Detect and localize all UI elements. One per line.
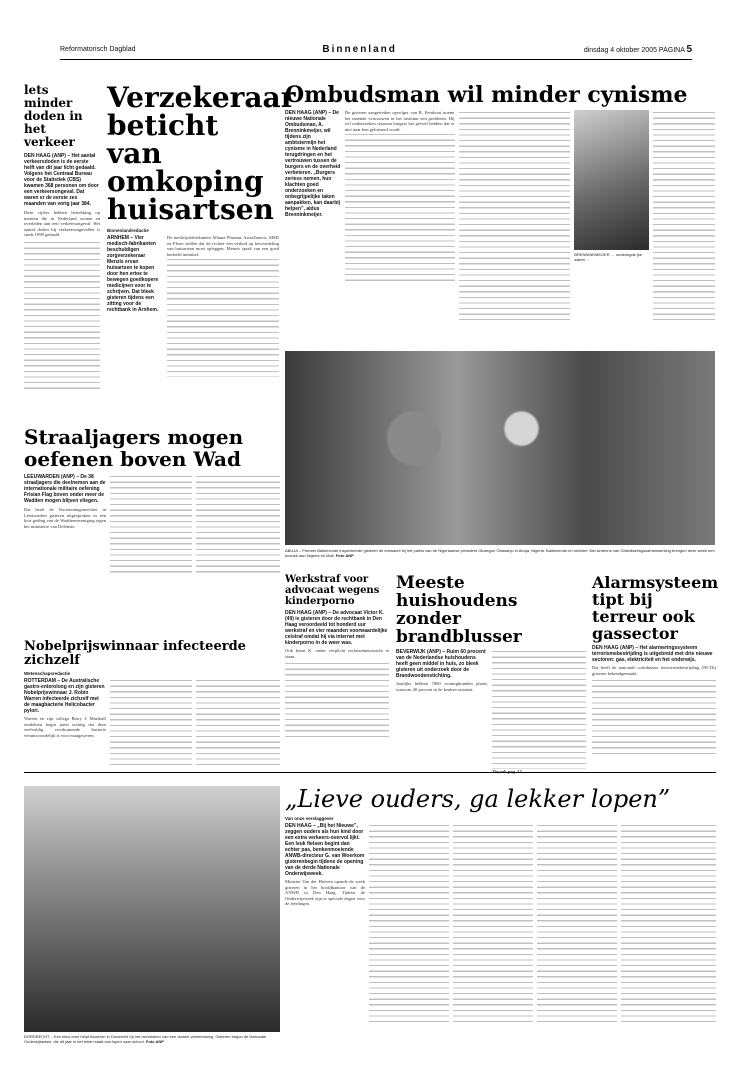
article-alarm-filler	[592, 678, 716, 758]
page-number: 5	[686, 44, 692, 55]
article-extinguisher	[396, 574, 586, 764]
article-extinguisher-body: Jaarlijks hebben 7000 woningbranden plaats, waarvan 40 procent in de keuken ontstaat.	[396, 681, 488, 692]
photo-abuja	[285, 351, 715, 545]
page-date: dinsdag 4 oktober 2005 PAGINA	[583, 47, 685, 54]
sidebar-body: Deze cijfers hebben betrekking op mensen die in Nederland wonen en overleden aan een verkeersongeval. Het aantal doden bij verkeersongevallen is sinds 1998 gedaald.	[24, 210, 100, 238]
article-ombudsman	[285, 84, 715, 346]
photo-abuja-caption	[285, 548, 715, 558]
photo-dordrecht-credit: Foto ANP	[145, 1039, 164, 1044]
article-jets-title: Straaljagers mogen oefenen boven Wad	[24, 425, 244, 471]
article-ombudsman-lead: DEN HAAG (ANP) – De nieuwe Nationale Ombudsman, A. Brenninkmeijer, wil tijdens zijn ambtstermijn het cynisme in Nederland terugdringen en het vertrouwen tussen de burgers en de overheid verbeteren. „Burgers zeriess nemen, hun klachten goed onderzoeken en onbegrijpelijke taken aanpakken, kan daarbij helpen”, aldus Brenninkmeijer.	[285, 110, 341, 218]
photo-abuja-credit: Foto ANP	[335, 553, 354, 558]
article-lawyer-title: Werkstraf voor advocaat wegens kinderporno	[285, 574, 380, 607]
photo-abuja-caption-text: ABUJA – Premier Balkenende inspecteerde gisteren de erewacht bij het paleis van de Nigeriaanse president Olusegun Obasanjo in Abuja, Nigeria. Balkenende en minister Van Ardenne van Ontwikkelingssamenwerking brengen deze week een bezoek aan Nigeria en Mali.	[285, 548, 715, 558]
ombudsman-portrait	[574, 110, 649, 250]
article-nobel-title: Nobelprijswinnaar infecteerde zichzelf	[24, 639, 246, 668]
article-lawyer-lead: DEN HAAG (ANP) – De advocaat Victor K. (49) is gisteren door de rechtbank in Den Haag veroordeeld tot honderd uur werkstraf en vier maanden voorwaardelijke celstraf omdat hij via internet met kinderporno in de weer was.	[285, 610, 388, 646]
article-ombudsman-body: De gisteren aangetreden opvolger van R. Fernhout noemt het tanende vertrouwen in het instituut een probleem. Hij wil onderzoeken waarom burgers het gevoel hebben dat er niet naar hen geluisterd wordt.	[344, 110, 455, 132]
article-alarm-body: Dat heeft de nationale coördinator terrorismebestrijding (NCTb) gisteren bekendgemaakt.	[592, 665, 716, 676]
article-nobel-filler-b	[196, 678, 280, 768]
article-nobel-lead: ROTTERDAM – De Australische gastro-enteroloog en zijn gisteren Nobelprijswinnaar J. Robin Warren infecteerde zichzelf met de maagbacterie Helicobacter pylori.	[24, 678, 105, 714]
article-insurer-body: De medicijnfabrikanten Allianz Pharma, AstraZeneca, MSD en Pfizer stellen dat de rechter een verbod op bevoordeling van huisartsen moet opleggen. Menzis sprak van een goed bedoeld initiatief.	[167, 235, 279, 257]
photo-dordrecht-caption	[24, 1034, 280, 1044]
article-walking	[285, 786, 716, 1056]
sidebar-article	[24, 84, 100, 422]
divider	[24, 772, 716, 773]
article-jets-filler-b	[196, 474, 280, 574]
paper-name: Reformatorisch Dagblad	[60, 46, 136, 53]
article-walking-byline: Van onze verslaggever	[285, 816, 334, 821]
article-walking-filler-c	[537, 823, 617, 1023]
sidebar-lead: DEN HAAG (ANP) – Het aantal verkeersdoden is de eerste helft van dit jaar licht gedaald. Volgens het Centraal Bureau voor de Statistiek (CBS) kwamen 368 personen om door een verkeersongeval. Dat waren er de eerste zes maanden van vorig jaar 384.	[24, 153, 99, 207]
photo-dordrecht-caption-text: DORDRECHT – Een kluw oren helpt kinderen in Dordrecht bij het oversteken van een drukke verkeersweg. Gisteren begon de Nationale Onderwijsweek, die dit jaar in het teken staat van lopen naar school.	[24, 1034, 267, 1044]
article-walking-body: Minister Van der Hoeven opende de week gisteren in het hoofdkantoor van de ANWB in Den Haag. Tijdens de Onderwijsweek zijn er speciale dagen voor de leerlingen.	[285, 879, 365, 907]
article-walking-filler-b	[453, 823, 533, 1023]
article-extinguisher-filler	[492, 649, 586, 769]
article-jets-lead: LEEUWARDEN (ANP) – De 38 straaljagers die deelnemen aan de internationale militaire oefening Frisian Flag boven onder meer de Wadden mogen blijven vliegen.	[24, 474, 106, 504]
sidebar-body-filler	[24, 240, 100, 390]
article-nobel-byline: Wetenschapsredactie	[24, 671, 71, 676]
article-nobel-filler-a	[110, 678, 192, 768]
sidebar-title: lets minder doden in het verkeer	[24, 83, 83, 149]
article-jets-filler-a	[110, 474, 192, 574]
article-lawyer-filler	[285, 661, 389, 741]
article-insurer-filler	[167, 257, 279, 377]
article-walking-filler-a	[369, 823, 449, 1023]
photo-dordrecht	[24, 786, 280, 1032]
article-ombudsman-filler-a	[345, 132, 455, 282]
article-walking-filler-d	[621, 823, 716, 1023]
article-insurer	[107, 81, 296, 346]
article-jets-body: Dat heeft de Voorzieningenrechter in Leeuwarden gisteren uitgesproken in een kort geding van de Waddenvereniging tegen het ministerie van Defensie.	[24, 507, 106, 529]
article-alarm	[592, 573, 719, 764]
article-ombudsman-filler-c	[653, 110, 715, 320]
article-insurer-byline: Binnenlandredactie	[107, 228, 149, 233]
article-lawyer	[285, 574, 389, 764]
article-walking-title: „Lieve ouders, ga lekker lopen”	[285, 785, 671, 813]
page-header	[60, 40, 692, 60]
article-extinguisher-title: Meeste huishoudens zonder brandblusser	[396, 573, 522, 647]
article-alarm-lead: DEN HAAG (ANP) – Het alarmeringssysteem terrorismebestrijding is uitgebreid met drie nieuwe sectoren: gas, elektriciteit en het onderwijs.	[592, 645, 713, 663]
article-ombudsman-filler-b	[459, 110, 571, 320]
article-alarm-title: Alarmsysteem tipt bij terreur ook gassector	[592, 573, 719, 643]
article-walking-lead: DEN HAAG – „Bij het Nieuwe”, zeggen ouders als hun kind door een extra verkeers-overvol lijkt. Een leuk fietsen begint dan echter pas, benkenmoeiende ANWB-directeur G. van Woerkom gisterenbegin tijdens de opening van de derde Nationale Onderwijsweek.	[285, 823, 365, 877]
article-ombudsman-title: Ombudsman wil minder cynisme	[285, 82, 688, 108]
article-extinguisher-lead: BEVERWIJK (ANP) – Ruim 60 procent van de Nederlandse huishoudens heeft geen middel in huis, zo bleek gisteren uit onderzoek door de Brandwondenstichting.	[396, 649, 486, 679]
section-title: Binnenland	[322, 44, 397, 55]
article-insurer-title: Verzekeraar beticht van omkoping huisartsen	[107, 81, 296, 226]
article-nobel	[24, 640, 280, 764]
article-nobel-body: Warren en zijn collega Barry J. Marshall ontdekten begin jaren tachtig dat deze veelvuldig voorkomende bacterie verantwoordelijk is voor maagzweren.	[24, 716, 106, 738]
article-insurer-lead: ARNHEM – Vier medisch-fabrikanten beschuldigen zorgverzekeraar Menzis ervan huisartsen te kopen door hen ertoe te bewegen goedkopere medicijnen voor te schrijven. Dat bleek gisteren tijdens een zitting voor de rechtbank in Arnhem.	[107, 235, 159, 313]
ombudsman-portrait-caption: BRENNINKMEIJER … onderuigde jke zaken …	[574, 252, 643, 262]
article-lawyer-body: Ook komt K. onder verplicht reclassentetoezicht te staan.	[285, 648, 389, 659]
article-jets	[24, 426, 280, 574]
